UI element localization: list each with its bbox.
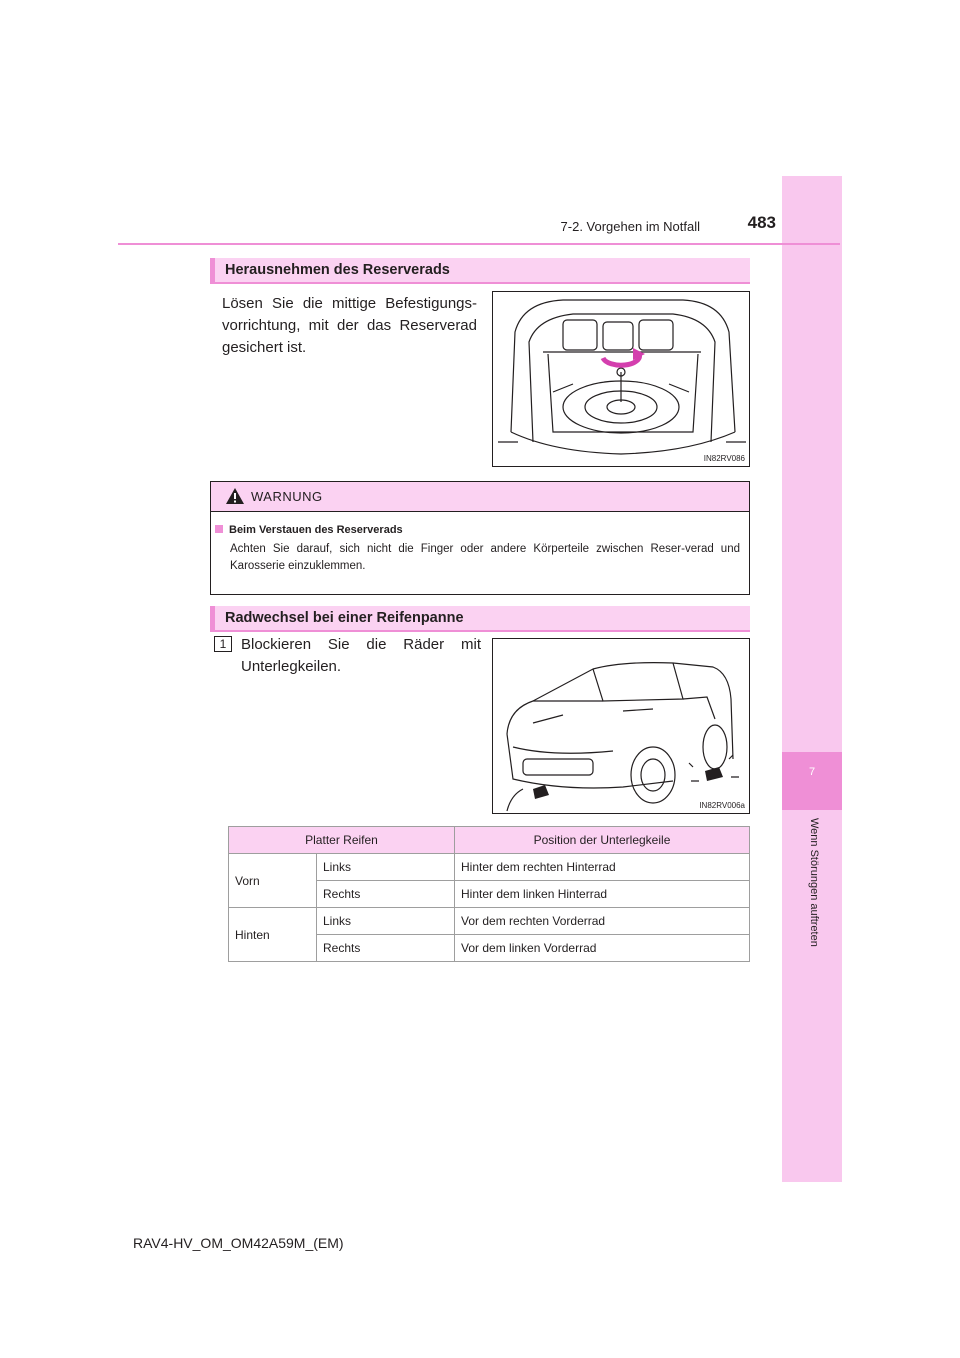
section-title-text: Herausnehmen des Reserverads [225, 262, 450, 278]
table-header-row [229, 827, 750, 854]
table-row [229, 908, 750, 935]
footer-doc-code: RAV4-HV_OM_OM42A59M_(EM) [133, 1235, 344, 1251]
figure-code: IN82RV086 [703, 454, 745, 463]
section-title-text: Radwechsel bei einer Reifenpanne [225, 610, 464, 626]
warning-header [211, 482, 749, 512]
table-row [229, 854, 750, 881]
page-number: 483 [747, 213, 776, 232]
warning-text: Achten Sie darauf, sich nicht die Finger oder andere Körperteile zwischen Reser-verad und Karosserie einzuklemmen. [230, 543, 740, 572]
table-cell: Links [317, 854, 455, 881]
table-cell: Hinter dem rechten Hinterrad [455, 854, 750, 881]
car-illustration [493, 639, 750, 814]
table-header-cell: Position der Unterlegkeile [455, 827, 750, 854]
table-cell: Rechts [317, 935, 455, 962]
warning-subtitle-text: Beim Verstauen des Reserverads [229, 524, 403, 536]
warning-subtitle [215, 524, 403, 536]
section-title-flat-tire [210, 606, 750, 632]
warning-triangle-icon [225, 487, 245, 505]
table-cell: Vor dem rechten Vorderrad [455, 908, 750, 935]
warning-box [210, 481, 750, 595]
chapter-title: Wenn Störungen auftreten [808, 818, 820, 947]
table-header-cell: Platter Reifen [229, 827, 455, 854]
table-cell: Hinter dem linken Hinterrad [455, 881, 750, 908]
table-cell: Links [317, 908, 455, 935]
header-section-label: 7-2. Vorgehen im Notfall [560, 219, 700, 234]
section-title-spare-wheel [210, 258, 750, 284]
table-group-cell: Vorn [229, 854, 317, 908]
trunk-illustration [493, 292, 750, 467]
chapter-number: 7 [808, 766, 816, 778]
table-cell: Vor dem linken Vorderrad [455, 935, 750, 962]
table-group-cell: Hinten [229, 908, 317, 962]
wheel-chock-table [228, 826, 750, 962]
page-header [118, 0, 782, 246]
warning-title: WARNUNG [251, 489, 323, 504]
header-rule [118, 243, 840, 245]
chapter-tab-active[interactable] [782, 752, 842, 810]
chapter-side-tab [782, 176, 842, 1182]
figure-code: IN82RV006a [699, 801, 745, 810]
step-number-badge: 1 [214, 636, 232, 652]
trunk-spare-wheel-figure [492, 291, 750, 467]
spare-wheel-instruction: Lösen Sie die mittige Befestigungs-vorrichtung, mit der das Reserverad gesichert ist. [222, 295, 477, 356]
table-cell: Rechts [317, 881, 455, 908]
chock-instruction: Blockieren Sie die Räder mit Unterlegkeilen. [241, 636, 481, 675]
bullet-square-icon [215, 525, 223, 533]
car-wheel-chock-figure [492, 638, 750, 814]
